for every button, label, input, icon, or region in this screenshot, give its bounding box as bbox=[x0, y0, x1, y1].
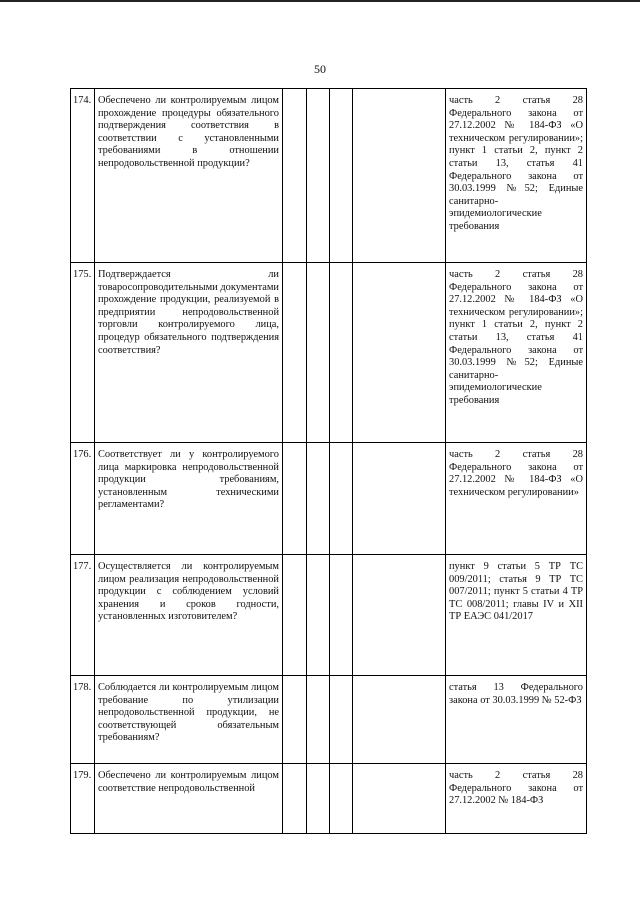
legal-reference-cell: статья 13 Федерального закона от 30.03.1999 № 52-ФЗ bbox=[446, 676, 587, 764]
table-row bbox=[71, 764, 587, 834]
answer-no-cell bbox=[307, 764, 330, 834]
table-row bbox=[71, 676, 587, 764]
answer-yes-cell bbox=[283, 555, 307, 676]
legal-reference-cell: пункт 9 статьи 5 ТР ТС 009/2011; статья 9 ТР ТС 007/2011; пункт 5 статьи 4 ТР ТС 008/2011; главы IV и XII ТР ЕАЭС 041/2017 bbox=[446, 555, 587, 676]
row-number: 175. bbox=[71, 263, 95, 443]
answer-no-cell bbox=[307, 263, 330, 443]
question-cell: Соответствует ли у контролируемого лица маркировка непродовольственной продукции требованиям, установленным техническими регламентами? bbox=[95, 443, 283, 555]
row-number: 179. bbox=[71, 764, 95, 834]
note-cell bbox=[353, 676, 446, 764]
answer-na-cell bbox=[330, 764, 353, 834]
table-row bbox=[71, 443, 587, 555]
checklist-table bbox=[70, 88, 587, 834]
note-cell bbox=[353, 443, 446, 555]
table-row bbox=[71, 89, 587, 263]
question-cell: Осуществляется ли контролируемым лицом реализация непродовольственной продукции с соблюдением условий хранения и сроков годности, установленных изготовителем? bbox=[95, 555, 283, 676]
legal-reference-cell: часть 2 статья 28 Федерального закона от 27.12.2002 № 184-ФЗ bbox=[446, 764, 587, 834]
answer-no-cell bbox=[307, 555, 330, 676]
table-row bbox=[71, 555, 587, 676]
answer-na-cell bbox=[330, 263, 353, 443]
question-cell: Обеспечено ли контролируемым лицом прохождение процедуры обязательного подтверждения соответствия в соответствии с установленными требованиями в отношении непродовольственной продукции? bbox=[95, 89, 283, 263]
note-cell bbox=[353, 764, 446, 834]
table-row bbox=[71, 263, 587, 443]
answer-yes-cell bbox=[283, 443, 307, 555]
answer-no-cell bbox=[307, 676, 330, 764]
answer-na-cell bbox=[330, 443, 353, 555]
legal-reference-cell: часть 2 статья 28 Федерального закона от 27.12.2002 № 184-ФЗ «О техническом регулировании»; пункт 1 статьи 2, пункт 2 статьи 13, статья 41 Федерального закона от 30.03.1999 №52; Единые санитарно-эпидемиологические требования bbox=[446, 263, 587, 443]
row-number: 176. bbox=[71, 443, 95, 555]
answer-na-cell bbox=[330, 555, 353, 676]
question-cell: Обеспечено ли контролируемым лицом соответствие непродовольственной bbox=[95, 764, 283, 834]
answer-no-cell bbox=[307, 443, 330, 555]
page-top-border bbox=[0, 0, 640, 2]
question-cell: Соблюдается ли контролируемым лицом требование по утилизации непродовольственной продукции, не соответствующей обязательным требованиям? bbox=[95, 676, 283, 764]
answer-yes-cell bbox=[283, 89, 307, 263]
answer-na-cell bbox=[330, 89, 353, 263]
page-number: 50 bbox=[314, 62, 326, 76]
checklist-table-wrapper bbox=[70, 88, 587, 834]
note-cell bbox=[353, 263, 446, 443]
row-number: 177. bbox=[71, 555, 95, 676]
row-number: 178. bbox=[71, 676, 95, 764]
legal-reference-cell: часть 2 статья 28 Федерального закона от 27.12.2002 № 184-ФЗ «О техническом регулировании» bbox=[446, 443, 587, 555]
row-number: 174. bbox=[71, 89, 95, 263]
answer-yes-cell bbox=[283, 263, 307, 443]
question-cell: Подтверждается ли товаросопроводительными документами прохождение продукции, реализуемой в предприятии непродовольственной торговли контролируемого лица, процедур обязательного подтверждения соответствия? bbox=[95, 263, 283, 443]
legal-reference-cell: часть 2 статья 28 Федерального закона от 27.12.2002 № 184-ФЗ «О техническом регулировании»; пункт 1 статьи 2, пункт 2 статьи 13, статья 41 Федерального закона от 30.03.1999 №52; Единые санитарно-эпидемиологические требования bbox=[446, 89, 587, 263]
answer-na-cell bbox=[330, 676, 353, 764]
note-cell bbox=[353, 89, 446, 263]
answer-no-cell bbox=[307, 89, 330, 263]
answer-yes-cell bbox=[283, 676, 307, 764]
note-cell bbox=[353, 555, 446, 676]
answer-yes-cell bbox=[283, 764, 307, 834]
